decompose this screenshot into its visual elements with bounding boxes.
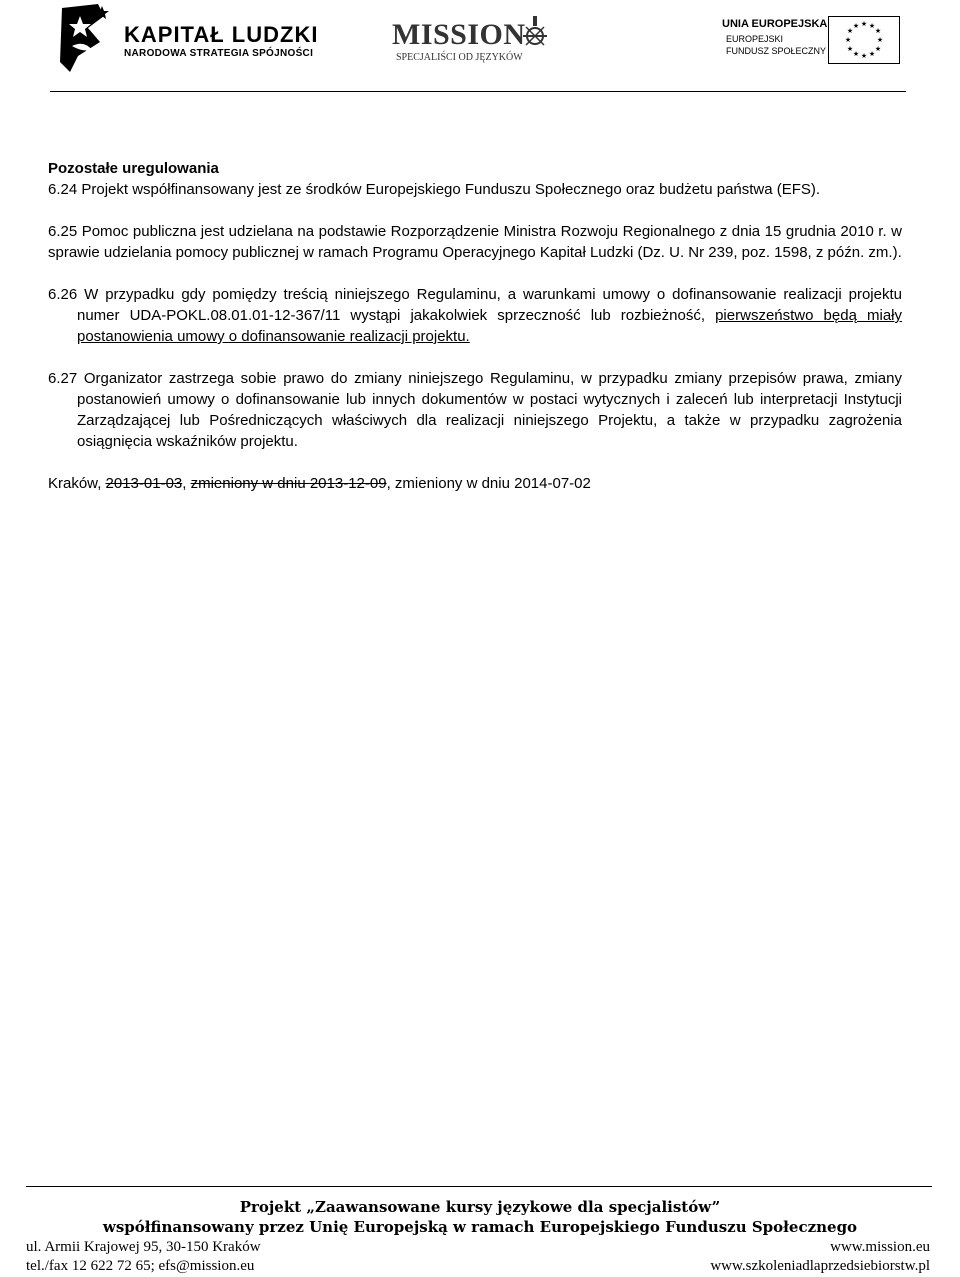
page-header	[0, 0, 960, 100]
svg-text:★: ★	[852, 50, 860, 58]
footer-contact: tel./fax 12 622 72 65; efs@mission.eu	[26, 1258, 255, 1274]
svg-text:★: ★	[874, 27, 882, 35]
eu-flag	[828, 16, 900, 64]
kapital-ludzki-logo	[58, 2, 319, 74]
struck-date-2: zmieniony w dniu 2013-12-09	[190, 475, 387, 492]
footer-website-mission[interactable]: www.mission.eu	[830, 1239, 930, 1255]
date-prefix: Kraków,	[48, 475, 106, 492]
svg-text:★: ★	[868, 22, 876, 30]
kapital-ludzki-emblem-icon	[58, 2, 118, 74]
document-body	[48, 158, 902, 494]
eu-stars-icon	[829, 17, 899, 63]
svg-text:★: ★	[846, 27, 854, 35]
mission-subtitle: SPECJALIŚCI OD JĘZYKÓW	[396, 52, 523, 63]
paragraph-6-26-text: 6.26 W przypadku gdy pomiędzy treścią niniejszego Regulaminu, a warunkami umowy o dofinansowanie realizacji projektu numer UDA-POKL.08.01.01-12-367/11 wystąpi jakakolwiek sprzeczność lub rozbieżność,	[48, 286, 902, 324]
footer-project-title: Projekt „Zaawansowane kursy językowe dla specjalistów”	[239, 1198, 721, 1216]
section-heading: Pozostałe uregulowania	[48, 160, 219, 177]
svg-text:★: ★	[860, 20, 868, 28]
svg-text:★: ★	[860, 52, 868, 60]
paragraph-6-26	[48, 284, 902, 347]
svg-text:★: ★	[868, 50, 876, 58]
svg-text:★: ★	[844, 36, 852, 44]
paragraph-6-27: 6.27 Organizator zastrzega sobie prawo do zmiany niniejszego Regulaminu, w przypadku zmiany przepisów prawa, zmiany postanowień umowy o dofinansowanie lub innych dokumentów w postaci wytycznych i zaleceń lub interpretacji Instytucji Zarządzającej lub Pośredniczących właściwych dla realizacji niniejszego Projektu, a także w przypadku zagrożenia osiągnięcia wskaźników projektu.	[48, 370, 902, 450]
mission-title: MISSION	[392, 18, 526, 51]
paragraph-6-24: 6.24 Projekt współfinansowany jest ze środków Europejskiego Funduszu Społecznego oraz budżetu państwa (EFS).	[48, 181, 821, 198]
sun-emblem-icon	[520, 14, 550, 48]
paragraph-6-26-underlined: pierwszeństwo będą miały postanowienia umowy o dofinansowanie realizacji projektu.	[77, 307, 903, 345]
kapital-ludzki-subtitle: NARODOWA STRATEGIA SPÓJNOŚCI	[124, 48, 314, 59]
footer-divider	[26, 1186, 932, 1187]
struck-date-1: 2013-01-03	[105, 475, 183, 492]
current-date: , zmieniony w dniu 2014-07-02	[386, 475, 591, 492]
eu-fund-line1: EUROPEJSKI	[726, 34, 784, 44]
eu-fund-line2: FUNDUSZ SPOŁECZNY	[726, 46, 827, 56]
header-divider	[50, 91, 906, 92]
date-separator: ,	[182, 475, 191, 492]
mission-logo	[392, 10, 532, 70]
svg-text:★: ★	[874, 45, 882, 53]
eu-title: UNIA EUROPEJSKA	[722, 18, 828, 30]
footer-cofinancing: współfinansowany przez Unię Europejską w ramach Europejskiego Funduszu Społecznego	[102, 1218, 858, 1236]
footer-address: ul. Armii Krajowej 95, 30-150 Kraków	[26, 1239, 261, 1255]
date-line	[48, 473, 902, 494]
kapital-ludzki-title: KAPITAŁ LUDZKI	[124, 22, 319, 47]
svg-text:★: ★	[852, 22, 860, 30]
svg-text:★: ★	[876, 36, 884, 44]
paragraph-6-25: 6.25 Pomoc publiczna jest udzielana na podstawie Rozporządzenie Ministra Rozwoju Regionalnego z dnia 15 grudnia 2010 r. w sprawie udzielania pomocy publicznej w ramach Programu Operacyjnego Kapitał Ludzki (Dz. U. Nr 239, poz. 1598, z późn. zm.).	[48, 223, 902, 261]
eu-logo	[722, 16, 904, 66]
footer-website-szkolenia[interactable]: www.szkoleniadlaprzedsiebiorstw.pl	[710, 1258, 930, 1274]
svg-text:★: ★	[846, 45, 854, 53]
